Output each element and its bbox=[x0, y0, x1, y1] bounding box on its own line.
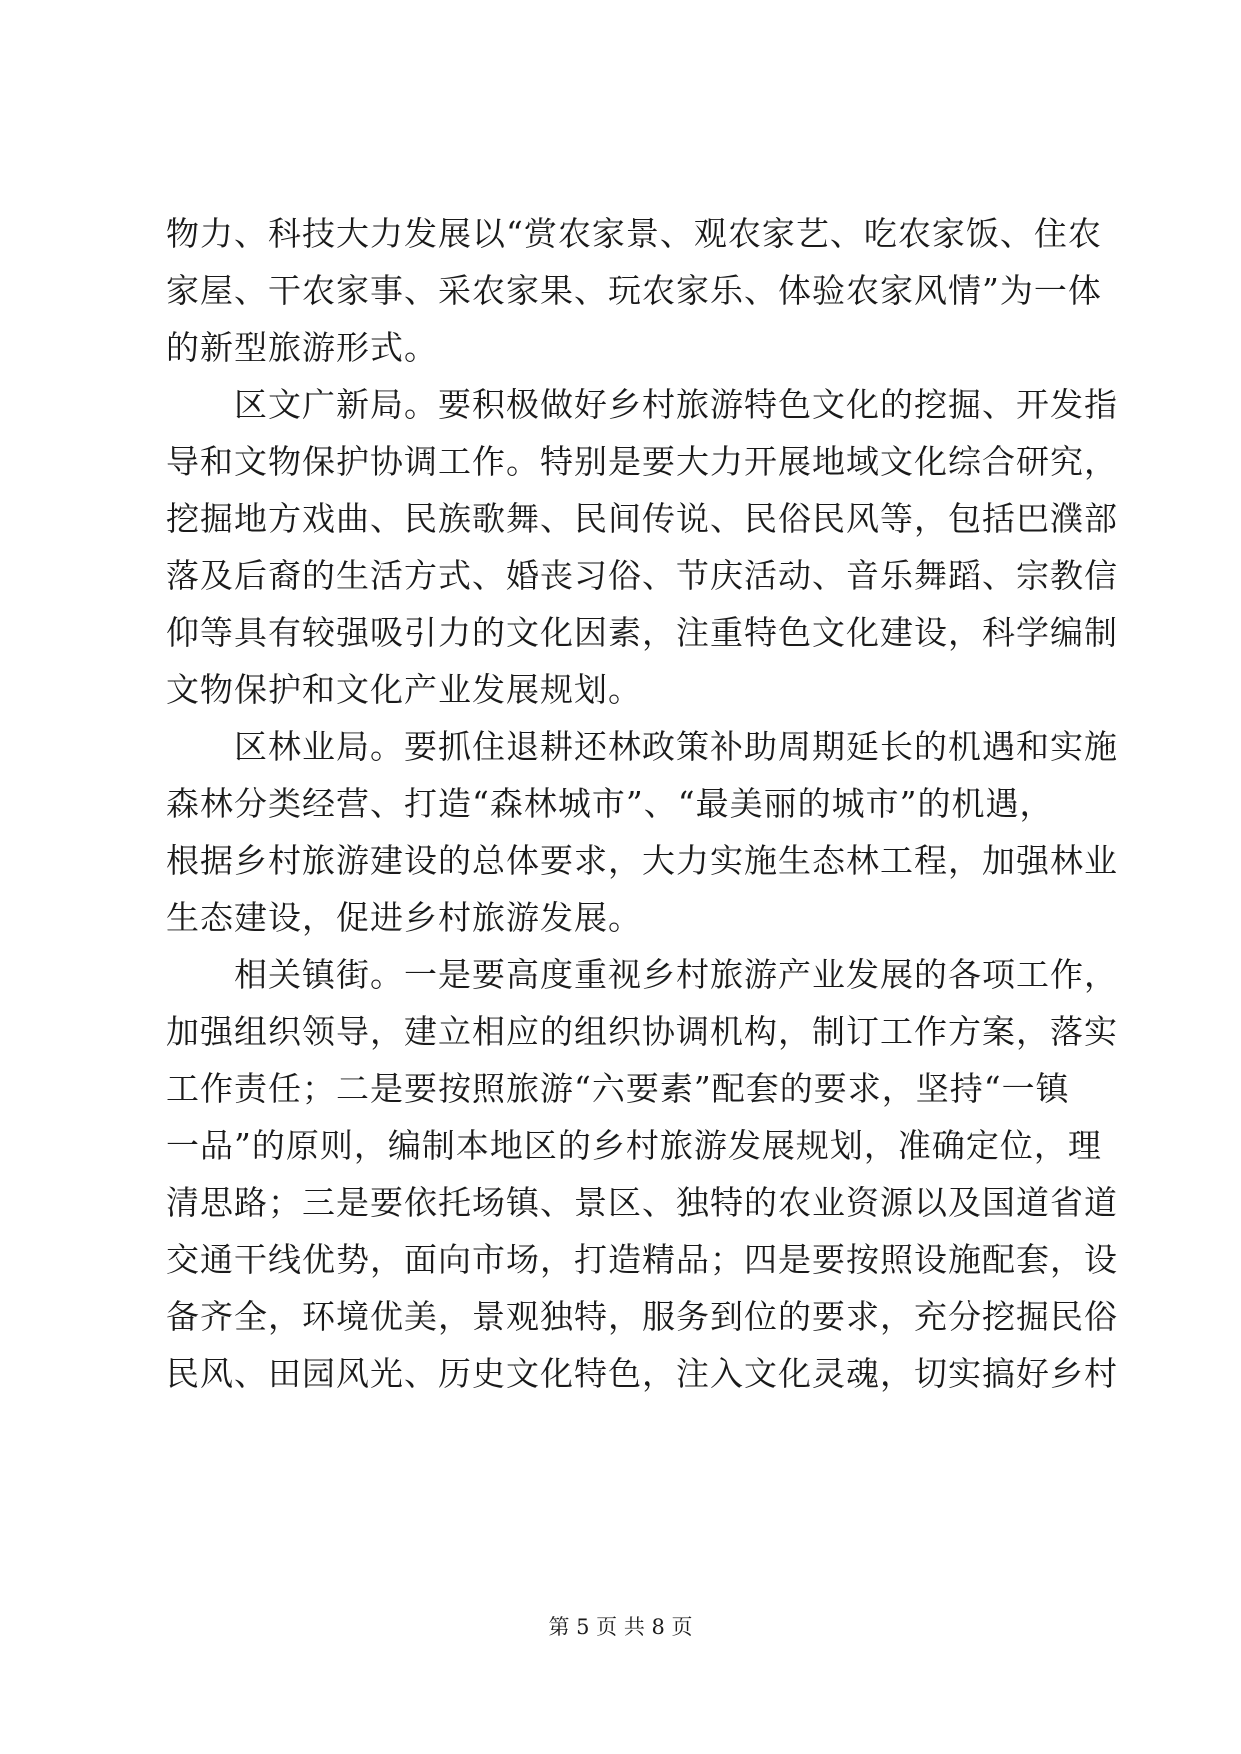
text-line: 导和文物保护协调工作。特别是要大力开展地域文化综合研究， bbox=[166, 442, 1118, 481]
text-line: 交通干线优势，面向市场，打造精品；四是要按照设施配套，设 bbox=[166, 1240, 1118, 1279]
text-line: 工作责任；二是要按照旅游“六要素”配套的要求，坚持“一镇 bbox=[166, 1069, 1070, 1108]
text-line: 备齐全，环境优美，景观独特，服务到位的要求，充分挖掘民俗 bbox=[166, 1297, 1118, 1336]
paragraph-first-line: 相关镇街。一是要高度重视乡村旅游产业发展的各项工作， bbox=[234, 955, 1118, 994]
text-line: 森林分类经营、打造“森林城市”、“最美丽的城市”的机遇， bbox=[166, 784, 1054, 823]
paragraph-first-line: 区文广新局。要积极做好乡村旅游特色文化的挖掘、开发指 bbox=[234, 385, 1118, 424]
text-line: 物力、科技大力发展以“赏农家景、观农家艺、吃农家饭、住农 bbox=[166, 214, 1102, 253]
text-line: 挖掘地方戏曲、民族歌舞、民间传说、民俗民风等，包括巴濮部 bbox=[166, 499, 1118, 538]
text-line: 的新型旅游形式。 bbox=[166, 328, 438, 367]
page-number-footer: 第 5 页 共 8 页 bbox=[548, 1615, 693, 1639]
paragraph-first-line: 区林业局。要抓住退耕还林政策补助周期延长的机遇和实施 bbox=[234, 727, 1118, 766]
text-line: 民风、田园风光、历史文化特色，注入文化灵魂，切实搞好乡村 bbox=[166, 1354, 1118, 1393]
text-line: 生态建设，促进乡村旅游发展。 bbox=[166, 898, 642, 937]
text-line: 加强组织领导，建立相应的组织协调机构，制订工作方案，落实 bbox=[166, 1012, 1118, 1051]
text-line: 仰等具有较强吸引力的文化因素，注重特色文化建设，科学编制 bbox=[166, 613, 1118, 652]
text-line: 家屋、干农家事、采农家果、玩农家乐、体验农家风情”为一体 bbox=[166, 271, 1102, 310]
text-line: 文物保护和文化产业发展规划。 bbox=[166, 670, 642, 709]
text-line: 根据乡村旅游建设的总体要求，大力实施生态林工程，加强林业 bbox=[166, 841, 1118, 880]
text-line: 落及后裔的生活方式、婚丧习俗、节庆活动、音乐舞蹈、宗教信 bbox=[166, 556, 1118, 595]
text-line: 清思路；三是要依托场镇、景区、独特的农业资源以及国道省道 bbox=[166, 1183, 1118, 1222]
text-line: 一品”的原则，编制本地区的乡村旅游发展规划，准确定位，理 bbox=[166, 1126, 1102, 1165]
